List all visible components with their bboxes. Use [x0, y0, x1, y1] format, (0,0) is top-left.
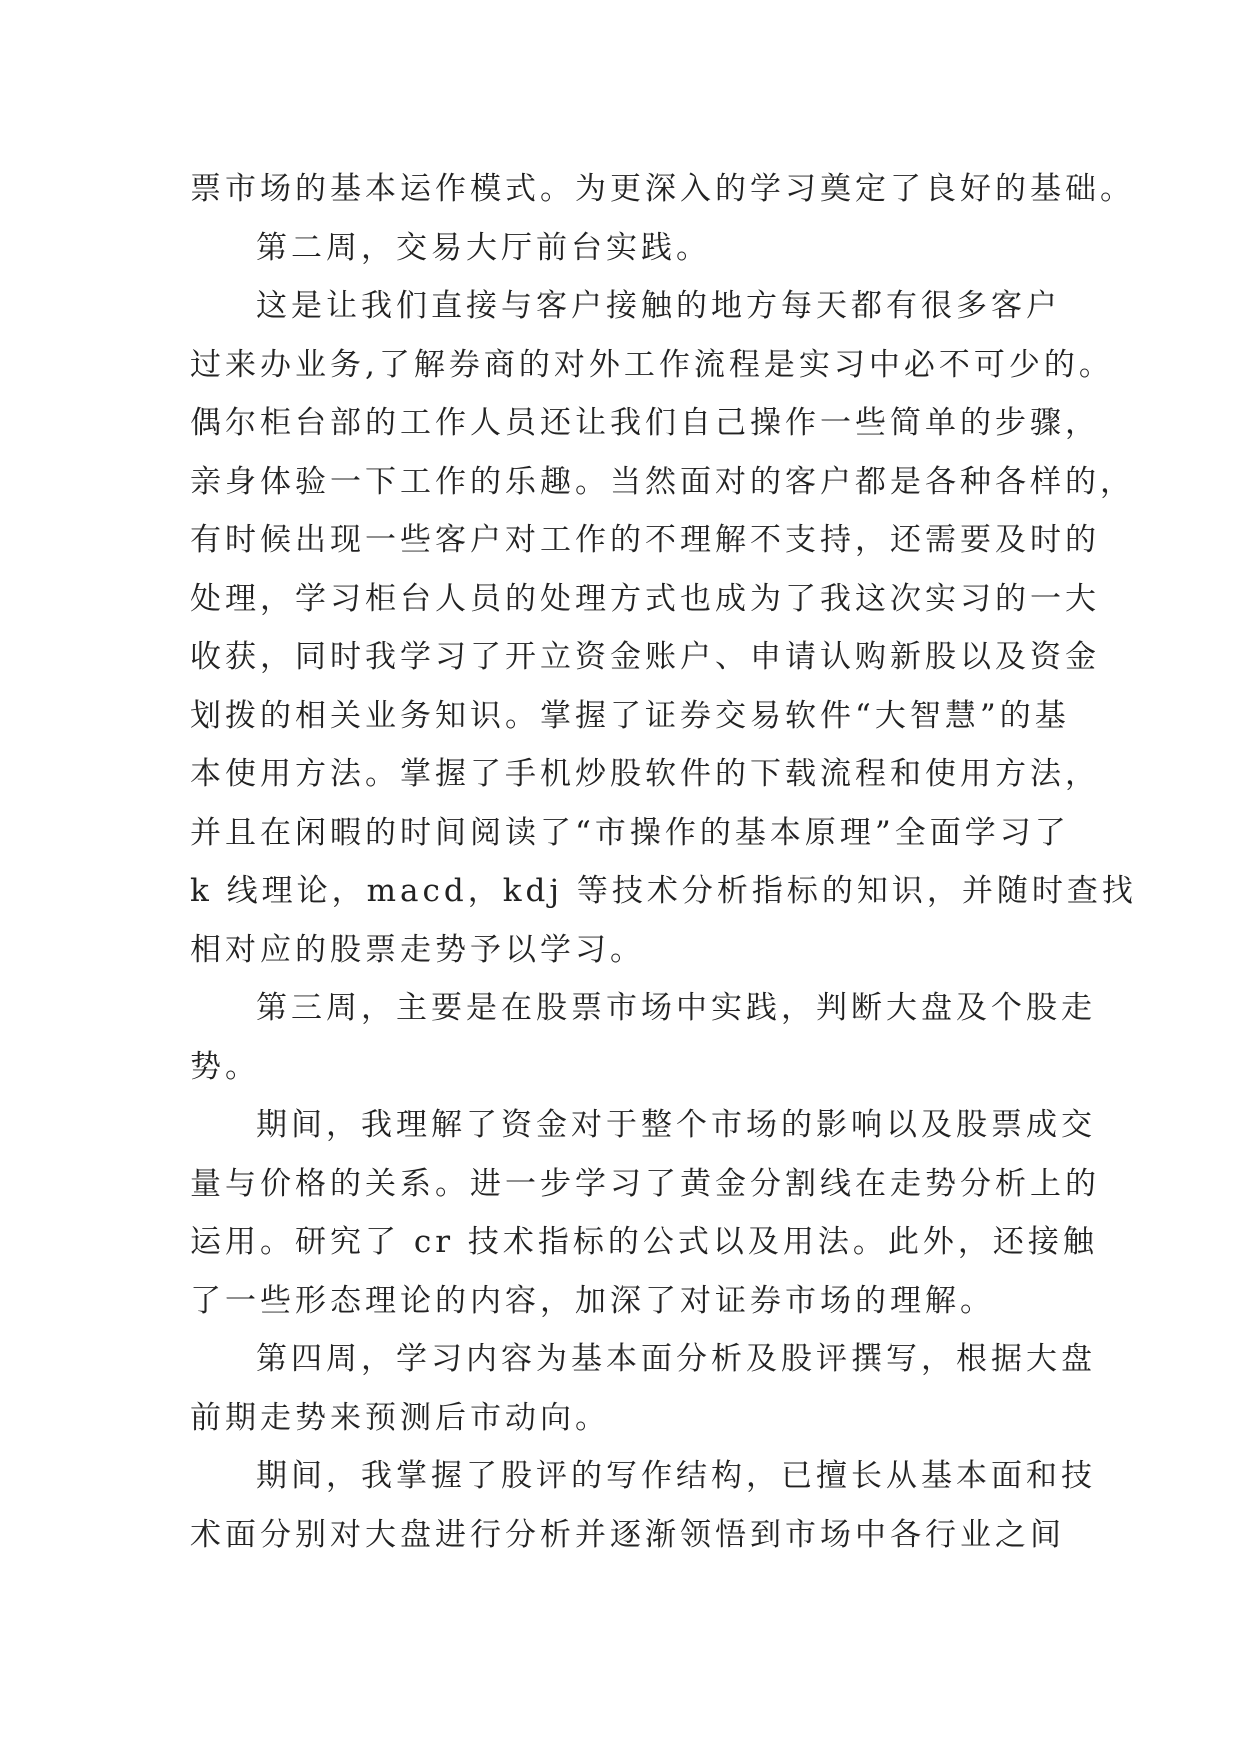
text-line: 术面分别对大盘进行分析并逐渐领悟到市场中各行业之间 — [190, 1516, 1065, 1553]
text-line: 处理，学习柜台人员的处理方式也成为了我这次实习的一大 — [190, 580, 1100, 617]
text-line: 势。 — [190, 1048, 260, 1085]
text-line: 第三周，主要是在股票市场中实践，判断大盘及个股走 — [256, 990, 1096, 1026]
text-line: 期间，我掌握了股评的写作结构，已擅长从基本面和技 — [256, 1458, 1096, 1494]
text-line: 过来办业务,了解券商的对外工作流程是实习中必不可少的。 — [190, 346, 1114, 383]
text-line: 运用。研究了 cr 技术指标的公式以及用法。此外，还接触 — [190, 1224, 1098, 1260]
text-line: 票市场的基本运作模式。为更深入的学习奠定了良好的基础。 — [190, 171, 1135, 207]
text-line: 这是让我们直接与客户接触的地方每天都有很多客户 — [256, 288, 1061, 324]
text-line: 亲身体验一下工作的乐趣。当然面对的客户都是各种各样的， — [190, 463, 1135, 500]
text-line: 划拨的相关业务知识。掌握了证券交易软件“大智慧”的基 — [190, 697, 1070, 734]
text-line: k 线理论，macd，kdj 等技术分析指标的知识，并随时查找 — [190, 873, 1137, 909]
body-text — [190, 160, 1137, 1564]
text-line: 量与价格的关系。进一步学习了黄金分割线在走势分析上的 — [190, 1165, 1100, 1202]
text-line: 相对应的股票走势予以学习。 — [190, 931, 645, 968]
text-line: 期间，我理解了资金对于整个市场的影响以及股票成交 — [256, 1107, 1096, 1143]
text-line: 收获，同时我学习了开立资金账户、申请认购新股以及资金 — [190, 639, 1100, 675]
text-line: 了一些形态理论的内容，加深了对证券市场的理解。 — [190, 1282, 995, 1319]
text-line: 有时候出现一些客户对工作的不理解不支持，还需要及时的 — [190, 522, 1100, 558]
text-line: 偶尔柜台部的工作人员还让我们自己操作一些简单的步骤， — [190, 405, 1100, 441]
text-line: 本使用方法。掌握了手机炒股软件的下载流程和使用方法， — [190, 756, 1100, 792]
text-line: 第四周，学习内容为基本面分析及股评撰写，根据大盘 — [256, 1341, 1096, 1377]
text-line: 前期走势来预测后市动向。 — [190, 1399, 610, 1436]
text-line: 并且在闲暇的时间阅读了“市操作的基本原理”全面学习了 — [190, 814, 1070, 851]
text-line: 第二周，交易大厅前台实践。 — [256, 229, 711, 266]
